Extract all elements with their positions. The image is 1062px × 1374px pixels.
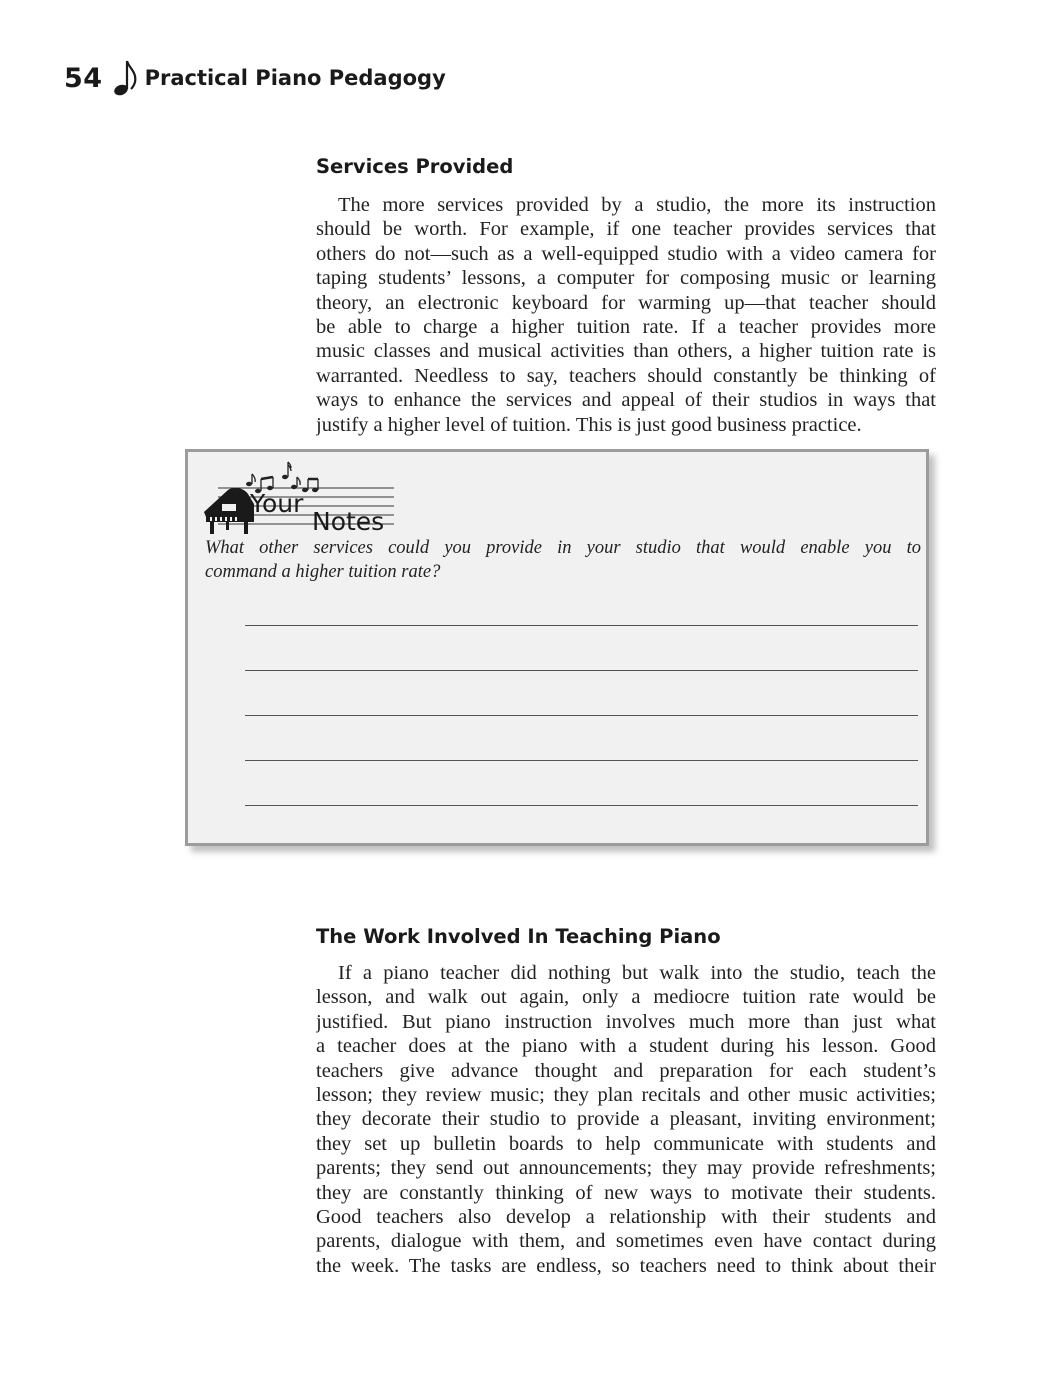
eighth-note-icon <box>113 58 139 98</box>
logo-word-your: Your <box>250 489 304 518</box>
writing-line[interactable] <box>245 805 918 806</box>
section-heading-services-provided: Services Provided <box>316 155 514 178</box>
logo-word-notes: Notes <box>312 507 385 536</box>
section-heading-work-involved: The Work Involved In Teaching Piano <box>316 925 721 948</box>
text-line: ways to enhance the services and appeal of their studios in ways that <box>316 389 936 412</box>
text-line: justify a higher level of tuition. This is just good business practice. <box>316 413 862 436</box>
prompt-line: What other services could you provide in your studio that would enable you to <box>205 538 921 558</box>
text-line: they decorate their studio to provide a pleasant, inviting environment; <box>316 1108 936 1131</box>
text-line: they are constantly thinking of new ways to motivate their students. <box>316 1181 936 1204</box>
services-provided-paragraph <box>316 193 936 437</box>
text-line: lesson; they review music; they plan recitals and other music activities; <box>316 1083 936 1106</box>
text-line: warranted. Needless to say, teachers should constantly be thinking of <box>316 364 936 387</box>
writing-line[interactable] <box>245 715 918 716</box>
text-line: The more services provided by a studio, the more its instruction <box>338 194 936 216</box>
text-line: Good teachers also develop a relationship with their students and <box>316 1205 936 1228</box>
text-line: teachers give advance thought and preparation for each student’s <box>316 1059 936 1082</box>
text-line: theory, an electronic keyboard for warming up—that teacher should <box>316 291 936 314</box>
text-line: If a piano teacher did nothing but walk into the studio, teach the <box>338 962 936 984</box>
text-line: parents; they send out announcements; they may provide refreshments; <box>316 1157 936 1180</box>
text-line: a teacher does at the piano with a student during his lesson. Good <box>316 1035 936 1058</box>
work-involved-paragraph <box>316 961 936 1278</box>
text-line: be able to charge a higher tuition rate. If a teacher provides more <box>316 315 936 338</box>
text-line: should be worth. For example, if one teacher provides services that <box>316 218 936 241</box>
prompt-line: command a higher tuition rate? <box>205 562 441 582</box>
text-line: justified. But piano instruction involves much more than just what <box>316 1010 936 1033</box>
piano-music-notes-icon <box>200 460 400 536</box>
text-line: music classes and musical activities than others, a higher tuition rate is <box>316 340 936 363</box>
text-line: lesson, and walk out again, only a mediocre tuition rate would be <box>316 986 936 1009</box>
writing-line[interactable] <box>245 625 918 626</box>
running-head <box>64 58 446 98</box>
text-line: parents, dialogue with them, and sometimes even have contact during <box>316 1230 936 1253</box>
page-number: 54 <box>64 62 103 94</box>
writing-line[interactable] <box>245 670 918 671</box>
writing-line[interactable] <box>245 760 918 761</box>
text-line: they set up bulletin boards to help communicate with students and <box>316 1132 936 1155</box>
text-line: others do not—such as a well-equipped studio with a video camera for <box>316 242 936 265</box>
text-line: taping students’ lessons, a computer for composing music or learning <box>316 267 936 290</box>
your-notes-box <box>185 449 929 846</box>
book-title: Practical Piano Pedagogy <box>144 66 446 90</box>
text-line: the week. The tasks are endless, so teachers need to think about their <box>316 1254 936 1277</box>
notes-prompt <box>205 536 921 584</box>
